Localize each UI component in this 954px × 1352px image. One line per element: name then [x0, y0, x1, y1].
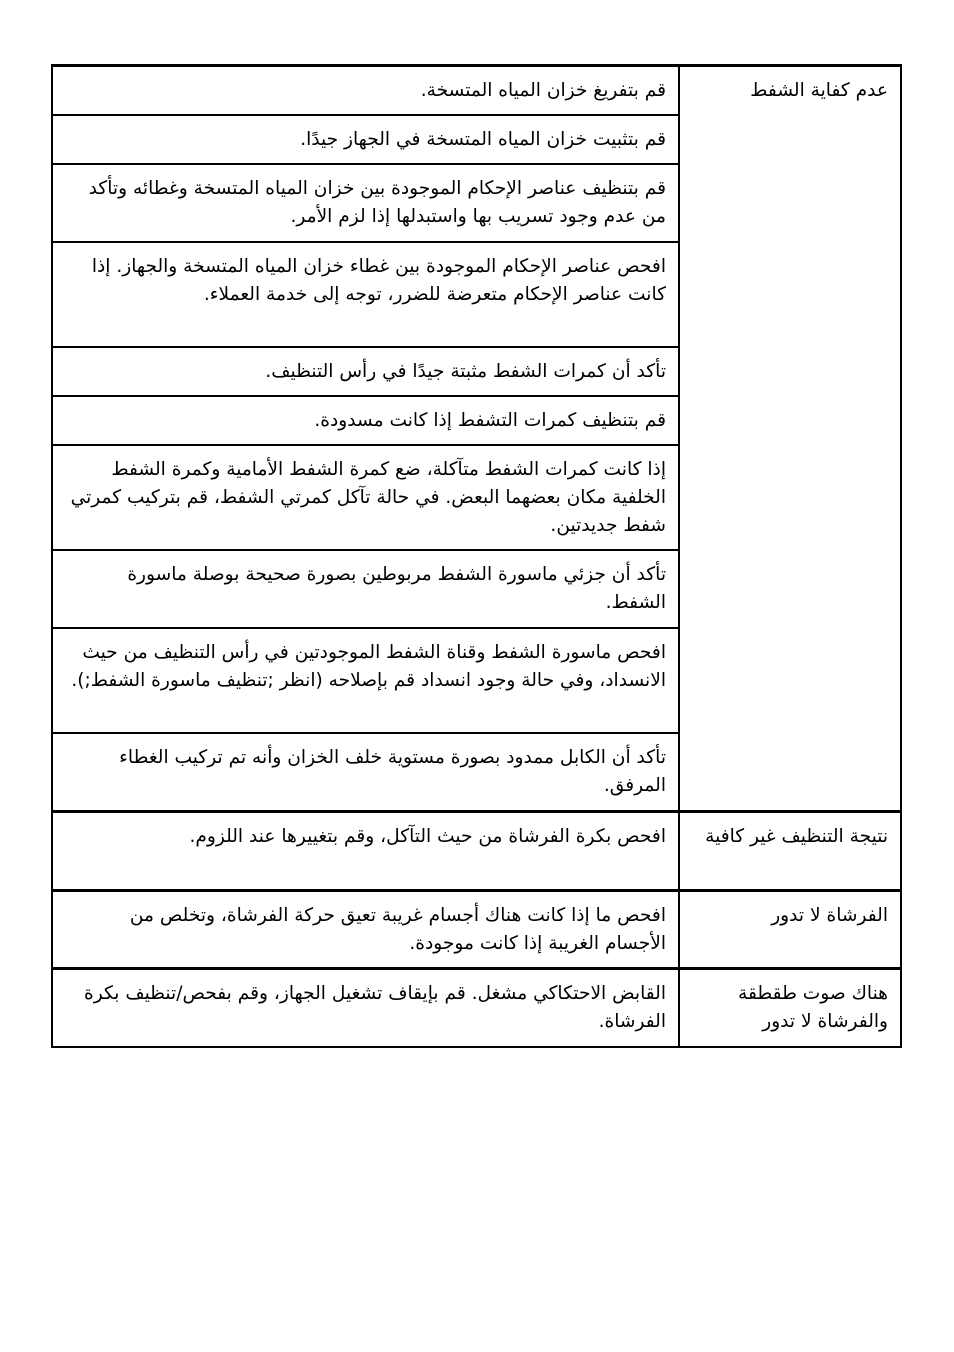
problem-cell: هناك صوت طقطقة والفرشاة لا تدور [679, 969, 901, 1048]
document-page [51, 64, 902, 1048]
solution-cell: إذا كانت كمرات الشفط متآكلة، ضع كمرة الشفط الأمامية وكمرة الشفط الخلفية مكان بعضهما البعض. في حالة تآكل كمرتي الشفط، قم بتركيب كمرتي شفط جديدتين. [52, 445, 679, 550]
solution-cell: افحص ماسورة الشفط وقناة الشفط الموجودتين في رأس التنظيف من حيث الانسداد، وفي حالة وجود انسداد قم بإصلاحه (انظر ;تنظيف ماسورة الشفط;). [52, 628, 679, 733]
table-row [52, 891, 901, 969]
solution-cell: القابض الاحتكاكي مشغل. قم بإيقاف تشغيل الجهاز، وقم بفحص/تنظيف بكرة الفرشاة. [52, 969, 679, 1048]
problem-cell: نتيجة التنظيف غير كافية [679, 812, 901, 891]
troubleshooting-table-body [52, 66, 901, 1048]
solution-cell: قم بتنظيف كمرات التشفط إذا كانت مسدودة. [52, 396, 679, 445]
solution-cell: تأكد أن الكابل ممدود بصورة مستوية خلف الخزان وأنه تم تركيب الغطاء المرفق. [52, 733, 679, 812]
solution-cell: قم بتنظيف عناصر الإحكام الموجودة بين خزان المياه المتسخة وغطائه وتأكد من عدم وجود تسريب بها واستبدلها إذا لزم الأمر. [52, 164, 679, 242]
solution-cell: تأكد أن كمرات الشفط مثبتة جيدًا في رأس التنظيف. [52, 347, 679, 396]
problem-cell: عدم كفاية الشفط [679, 66, 901, 812]
table-row [52, 969, 901, 1048]
solution-cell: قم بتفريغ خزان المياه المتسخة. [52, 66, 679, 116]
table-row [52, 66, 901, 116]
troubleshooting-table [51, 64, 902, 1048]
solution-cell: افحص عناصر الإحكام الموجودة بين غطاء خزان المياه المتسخة والجهاز. إذا كانت عناصر الإحكام متعرضة للضرر، توجه إلى خدمة العملاء. [52, 242, 679, 347]
problem-cell: الفرشاة لا تدور [679, 891, 901, 969]
solution-cell: افحص ما إذا كانت هناك أجسام غريبة تعيق حركة الفرشاة، وتخلص من الأجسام الغريبة إذا كانت موجودة. [52, 891, 679, 969]
solution-cell: قم بتثبيت خزان المياه المتسخة في الجهاز جيدًا. [52, 115, 679, 164]
solution-cell: افحص بكرة الفرشاة من حيث التآكل، وقم بتغييرها عند اللزوم. [52, 812, 679, 891]
solution-cell: تأكد أن جزئي ماسورة الشفط مربوطين بصورة صحيحة بوصلة ماسورة الشفط. [52, 550, 679, 628]
table-row [52, 812, 901, 891]
